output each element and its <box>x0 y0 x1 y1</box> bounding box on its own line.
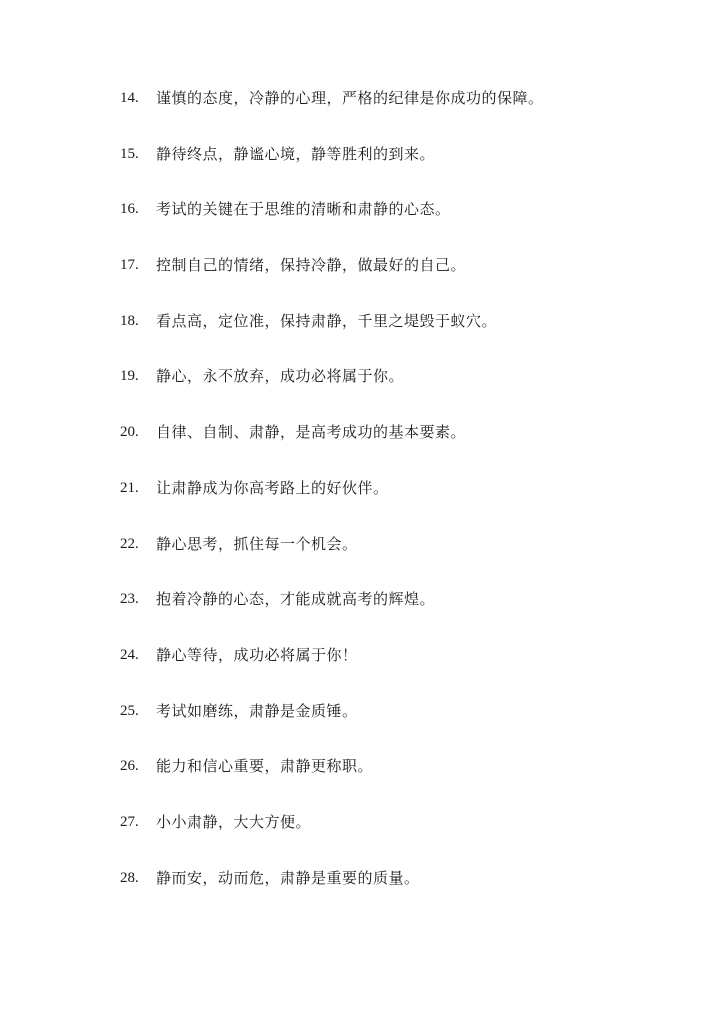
item-number: 28. <box>120 869 139 886</box>
list-item <box>120 587 700 643</box>
item-text: 考试如磨练，肃静是金质锤。 <box>156 701 358 720</box>
list-item <box>120 810 700 866</box>
item-text: 让肃静成为你高考路上的好伙伴。 <box>156 478 389 497</box>
item-number: 15. <box>120 145 139 162</box>
item-number: 22. <box>120 535 139 552</box>
item-number: 21. <box>120 479 139 496</box>
list-item <box>120 532 700 588</box>
item-text: 静心，永不放弃，成功必将属于你。 <box>156 367 405 386</box>
item-text: 看点高，定位准，保持肃静，千里之堤毁于蚁穴。 <box>156 311 498 330</box>
list-item <box>120 643 700 699</box>
list-item <box>120 142 700 198</box>
item-number: 18. <box>120 312 139 329</box>
list-item <box>120 699 700 755</box>
item-text: 考试的关键在于思维的清晰和肃静的心态。 <box>156 200 451 219</box>
numbered-list <box>120 86 700 921</box>
item-number: 20. <box>120 424 139 441</box>
item-number: 27. <box>120 813 139 830</box>
list-item <box>120 866 700 922</box>
item-number: 16. <box>120 201 139 218</box>
item-text: 谨慎的态度，冷静的心理，严格的纪律是你成功的保障。 <box>156 89 544 107</box>
list-item <box>120 197 700 253</box>
item-number: 23. <box>120 591 139 608</box>
item-number: 25. <box>120 702 139 719</box>
list-item <box>120 476 700 532</box>
item-text: 小小肃静，大大方便。 <box>156 812 312 831</box>
item-number: 24. <box>120 646 139 663</box>
item-number: 26. <box>120 758 139 775</box>
item-number: 19. <box>120 368 139 385</box>
item-text: 静待终点，静谧心境，静等胜利的到来。 <box>156 144 436 163</box>
list-item <box>120 754 700 810</box>
item-text: 静心等待，成功必将属于你！ <box>156 645 358 664</box>
item-text: 抱着冷静的心态，才能成就高考的辉煌。 <box>156 590 436 609</box>
item-text: 自律、自制、肃静，是高考成功的基本要素。 <box>156 423 467 442</box>
item-number: 14. <box>120 90 139 106</box>
item-number: 17. <box>120 257 139 274</box>
item-text: 控制自己的情绪，保持冷静，做最好的自己。 <box>156 256 467 275</box>
list-item <box>120 420 700 476</box>
list-item <box>120 86 700 142</box>
list-item <box>120 309 700 365</box>
item-text: 能力和信心重要，肃静更称职。 <box>156 757 374 776</box>
item-text: 静而安，动而危，肃静是重要的质量。 <box>156 868 420 887</box>
item-text: 静心思考，抓住每一个机会。 <box>156 534 358 553</box>
list-item <box>120 253 700 309</box>
list-item <box>120 364 700 420</box>
